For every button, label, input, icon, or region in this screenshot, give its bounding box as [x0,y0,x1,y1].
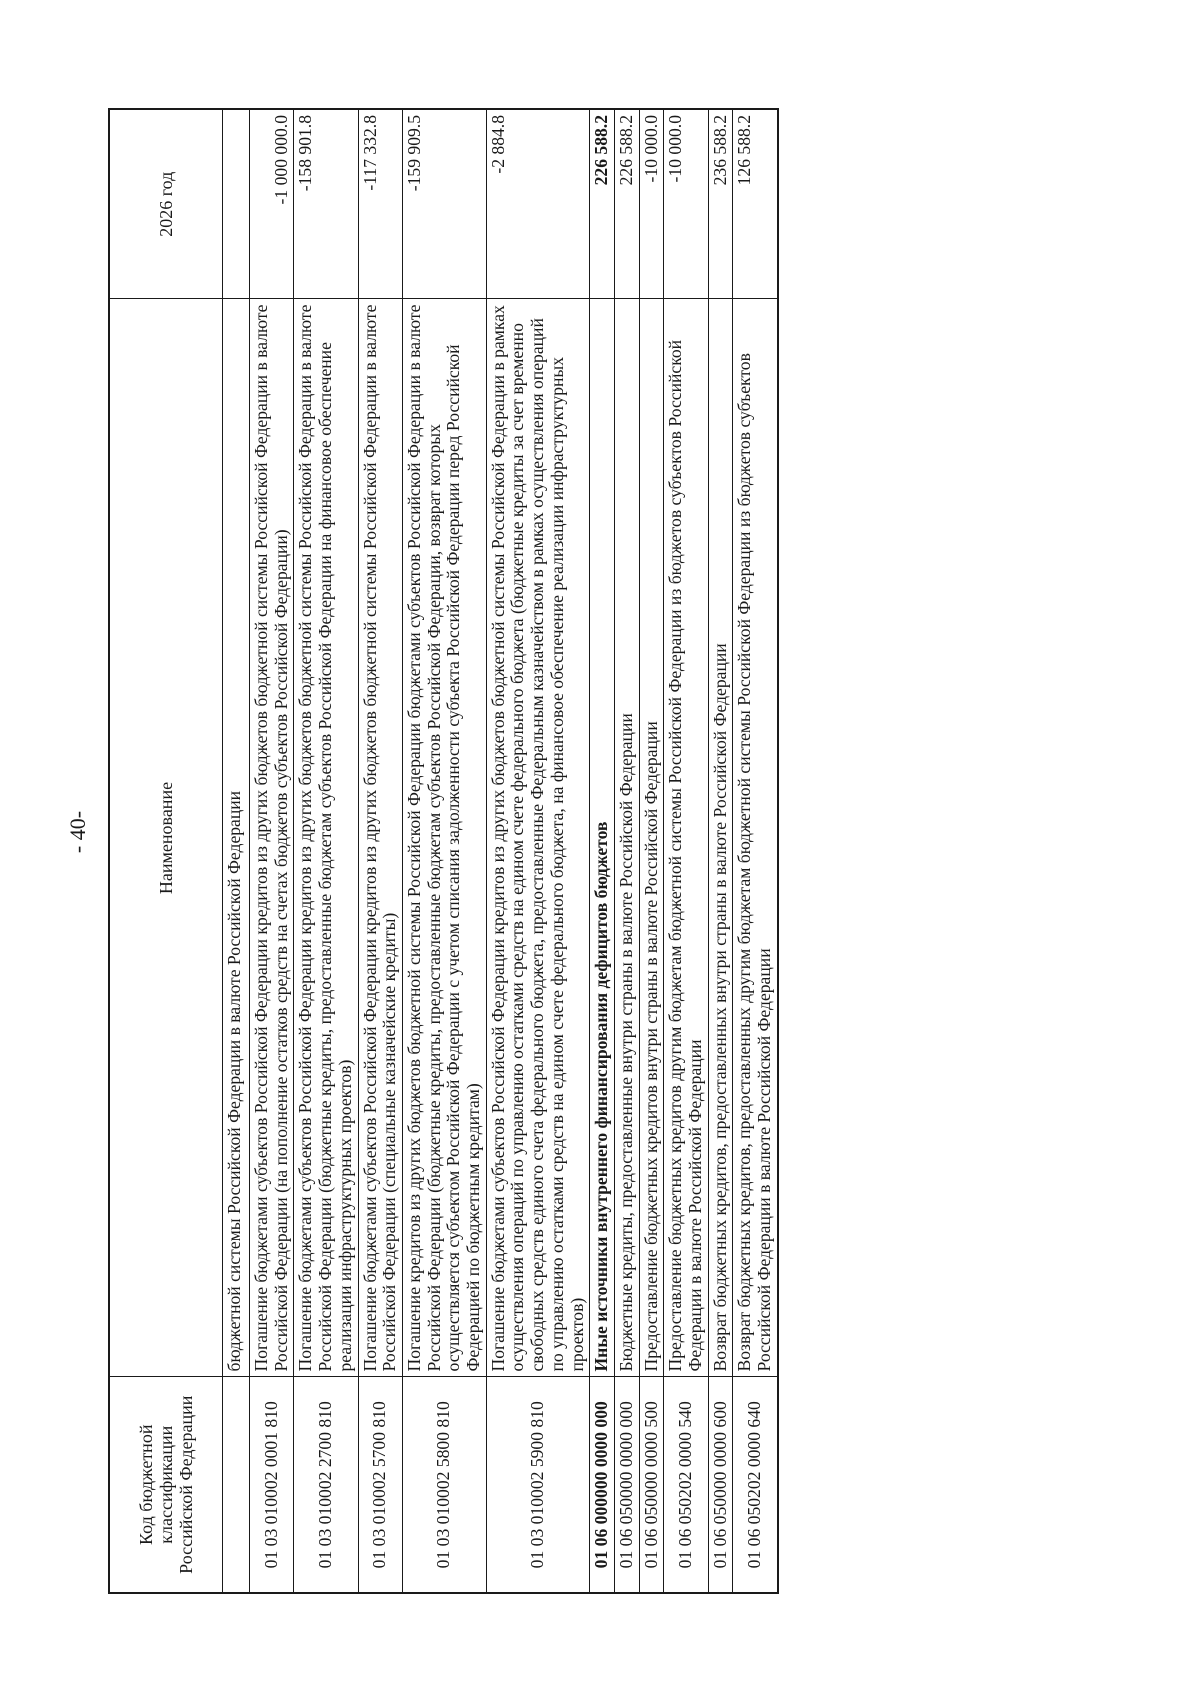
row-name: Возврат бюджетных кредитов, предоставленных внутри страны в валюте Российской Федерации [708,299,733,1377]
row-code: 01 06 050202 0000 640 [733,1377,778,1593]
table-row [486,109,590,1593]
table-row [708,109,733,1593]
row-name: Предоставление бюджетных кредитов внутри страны в валюте Российской Федерации [639,299,664,1377]
row-name: Погашение бюджетами субъектов Российской Федерации кредитов из других бюджетов бюджетной системы Российской Федерации в валюте Российской Федерации (на пополнение остатков средств на счетах бюджетов субъектов Российской Федерации) [250,299,294,1377]
row-value: -2 884.8 [486,109,590,299]
row-value: -10 000.0 [664,109,708,299]
table-row [250,109,294,1593]
row-code: 01 03 010002 5700 810 [358,1377,402,1593]
row-name: Иные источники внутреннего финансирования дефицитов бюджетов [590,299,615,1377]
row-code: 01 06 050000 0000 600 [708,1377,733,1593]
row-value: 226 588.2 [614,109,639,299]
row-code: 01 03 010002 0001 810 [250,1377,294,1593]
row-code [223,1377,250,1593]
rotated-table-wrapper [108,110,1028,1594]
table-row [664,109,708,1593]
row-value: -159 909.5 [402,109,486,299]
row-value: 236 588.2 [708,109,733,299]
row-name: Возврат бюджетных кредитов, предоставленных другим бюджетам бюджетной системы Российской Федерации из бюджетов субъектов Российской Федерации в валюте Российской Федерации [733,299,778,1377]
row-code: 01 06 050000 0000 000 [614,1377,639,1593]
table-row [733,109,778,1593]
table-row [294,109,358,1593]
budget-sources-table [108,108,779,1594]
row-code: 01 03 010002 5900 810 [486,1377,590,1593]
table-row [358,109,402,1593]
table-row [402,109,486,1593]
row-code: 01 06 000000 0000 000 [590,1377,615,1593]
header-value: 2026 год [109,109,223,299]
table-row [223,109,250,1593]
row-name: Предоставление бюджетных кредитов другим бюджетам бюджетной системы Российской Федерации из бюджетов субъектов Российской Федерации в валюте Российской Федерации [664,299,708,1377]
table-header-row [109,109,223,1593]
row-name: Погашение бюджетами субъектов Российской Федерации кредитов из других бюджетов бюджетной системы Российской Федерации в валюте Российской Федерации (бюджетные кредиты, предоставленные бюджетам субъектов Российской Федерации на финансовое обеспечение реализации инфраструктурных проектов) [294,299,358,1377]
row-value: -158 901.8 [294,109,358,299]
row-value: 226 588.2 [590,109,615,299]
page-number: - 40- [65,810,90,854]
row-value: 126 588.2 [733,109,778,299]
row-code: 01 03 010002 2700 810 [294,1377,358,1593]
header-code: Код бюджетной классификации Российской Федерации [109,1377,223,1593]
table-row [639,109,664,1593]
row-value [223,109,250,299]
row-value: -1 000 000.0 [250,109,294,299]
row-code: 01 03 010002 5800 810 [402,1377,486,1593]
row-name: бюджетной системы Российской Федерации в валюте Российской Федерации [223,299,250,1377]
table-row [590,109,615,1593]
row-name: Погашение бюджетами субъектов Российской Федерации кредитов из других бюджетов бюджетной системы Российской Федерации в валюте Российской Федерации (специальные казначейские кредиты) [358,299,402,1377]
row-code: 01 06 050202 0000 540 [664,1377,708,1593]
row-value: -10 000.0 [639,109,664,299]
row-value: -117 332.8 [358,109,402,299]
table-row [614,109,639,1593]
header-name: Наименование [109,299,223,1377]
row-code: 01 06 050000 0000 500 [639,1377,664,1593]
row-name: Погашение бюджетами субъектов Российской Федерации кредитов из других бюджетов бюджетной системы Российской Федерации в рамках осуществления операций по управлению остатками средств на едином счете федерального бюджета (бюджетные кредиты за счет временно свободных средств единого счета федерального бюджета, предоставленные Федеральным казначейством в рамках осуществления операций по управлению остатками средств на едином счете федерального бюджета, на финансовое обеспечение реализации инфраструктурных проектов) [486,299,590,1377]
row-name: Бюджетные кредиты, предоставленные внутри страны в валюте Российской Федерации [614,299,639,1377]
row-name: Погашение кредитов из других бюджетов бюджетной системы Российской Федерации бюджетами субъектов Российской Федерации в валюте Российской Федерации (бюджетные кредиты, предоставленные бюджетам субъектов Российской Федерации, возврат которых осуществляется субъектом Российской Федерации с учетом списания задолженности субъекта Российской Федерации перед Российской Федерацией по бюджетным кредитам) [402,299,486,1377]
